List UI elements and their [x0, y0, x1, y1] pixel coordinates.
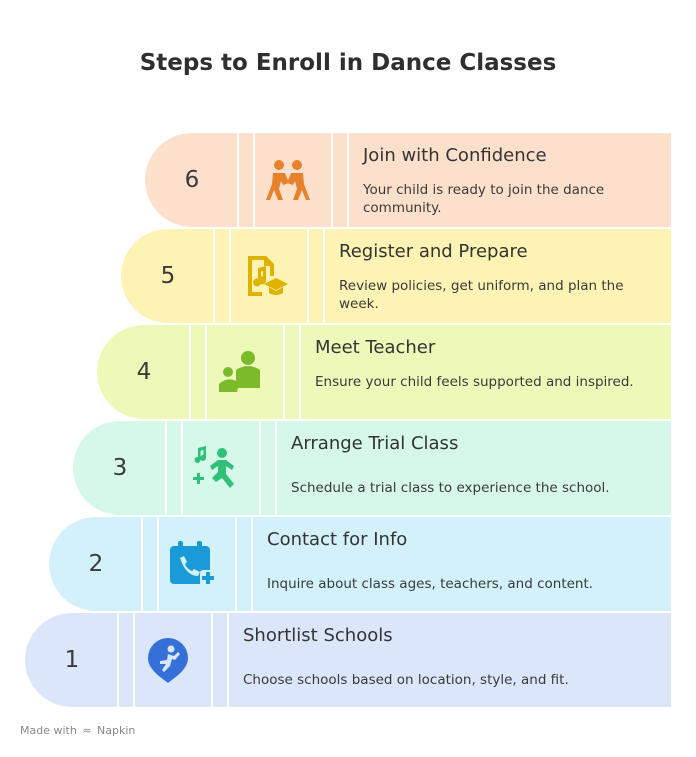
step-number: 1: [64, 647, 80, 673]
napkin-logo-icon: ≈: [82, 724, 92, 737]
step-description: Schedule a trial class to experience the school.: [291, 480, 610, 496]
step-title: Join with Confidence: [363, 145, 547, 166]
step-title: Register and Prepare: [339, 241, 528, 262]
step-number: 3: [112, 455, 128, 481]
step-4: [97, 325, 671, 419]
dancer-music-icon: [169, 421, 263, 515]
step-title: Shortlist Schools: [243, 625, 393, 646]
page-title: Steps to Enroll in Dance Classes: [139, 50, 557, 76]
map-pin-dancer-icon: [121, 613, 215, 707]
step-title: Arrange Trial Class: [291, 433, 459, 454]
step-title: Contact for Info: [267, 529, 408, 550]
step-description: Inquire about class ages, teachers, and content.: [267, 576, 594, 592]
step-description: Review policies, get uniform, and plan the week.: [339, 278, 624, 312]
teacher-child-icon: [193, 325, 287, 419]
step-number: 6: [184, 167, 200, 193]
step-2: [49, 517, 671, 611]
step-3: [73, 421, 671, 515]
step-1: [25, 613, 671, 707]
made-with-label: Made with: [20, 724, 77, 737]
footer: [20, 724, 135, 737]
dancing-couple-icon: [241, 133, 335, 227]
music-document-graduation-icon: [217, 229, 311, 323]
brand-label: Napkin: [97, 724, 136, 737]
step-description: Ensure your child feels supported and inspired.: [315, 374, 634, 390]
step-title: Meet Teacher: [315, 337, 436, 358]
step-description: Choose schools based on location, style, and fit.: [243, 672, 569, 688]
step-number: 5: [160, 263, 176, 289]
step-number: 4: [136, 359, 152, 385]
step-5: [121, 229, 671, 323]
step-description: Your child is ready to join the dance community.: [363, 182, 605, 216]
calendar-phone-icon: [145, 517, 239, 611]
step-number: 2: [88, 551, 104, 577]
step-6: [145, 133, 671, 227]
